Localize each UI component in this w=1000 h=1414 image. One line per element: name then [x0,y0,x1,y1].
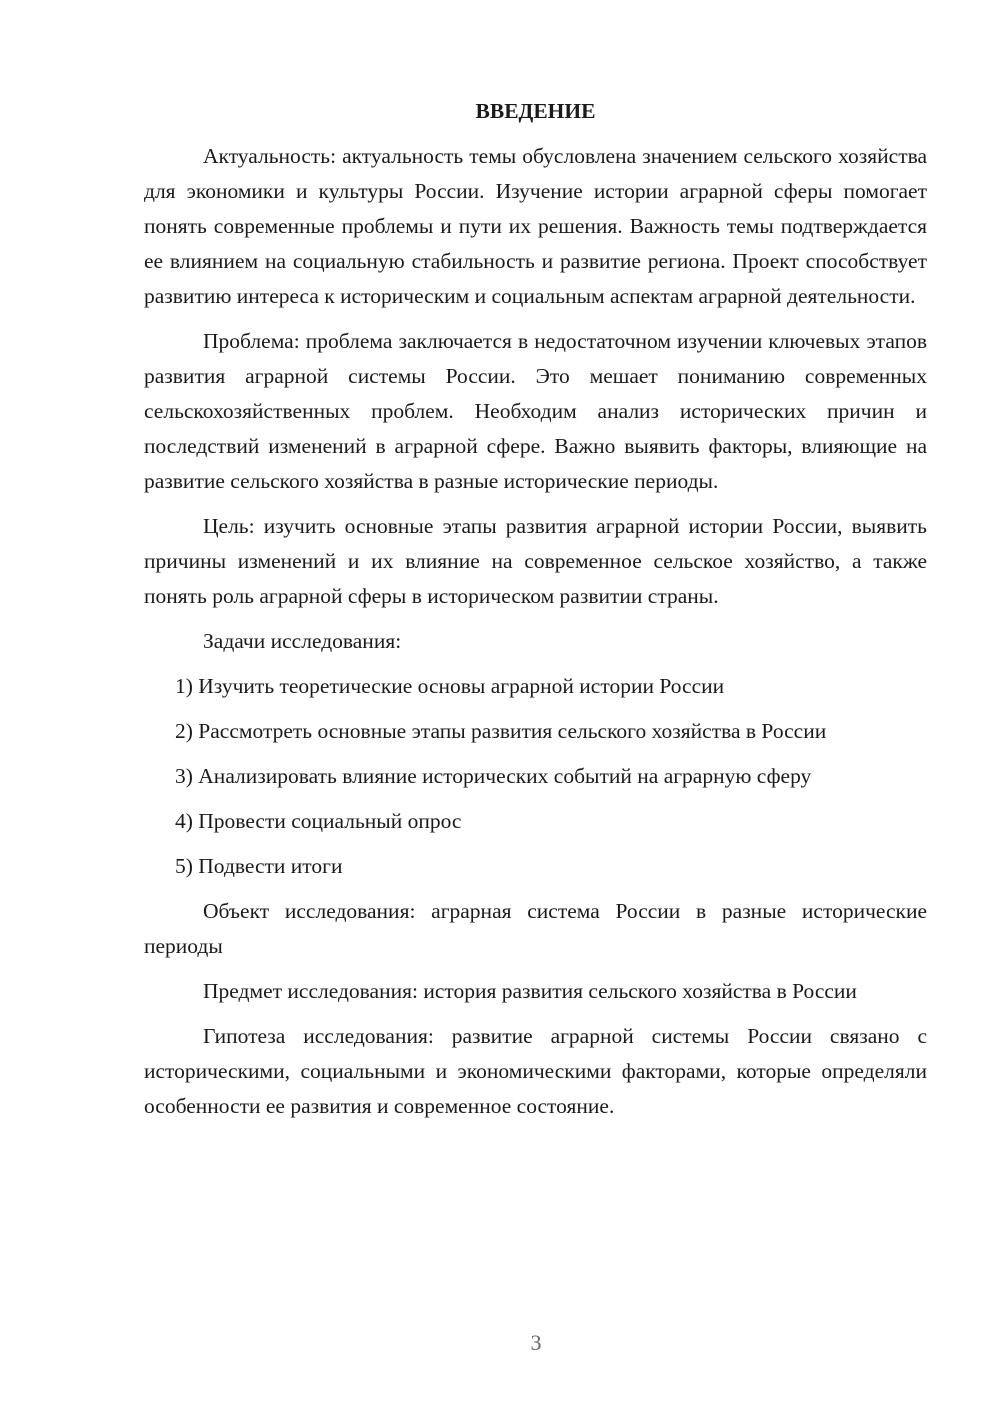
paragraph-hypothesis: Гипотеза исследования: развитие аграрной системы России связано с историческими, социальными и экономическими факторами, которые определяли особенности ее развития и современное состояние. [144,1024,927,1118]
page-number: 3 [530,1330,542,1355]
document-body [144,94,927,1134]
task-item-2: 2) Рассмотреть основные этапы развития сельского хозяйства в России [175,719,827,743]
paragraph-relevance: Актуальность: актуальность темы обусловлена значением сельского хозяйства для экономики и культуры России. Изучение истории аграрной сферы помогает понять современные проблемы и пути их решения. Важность темы подтверждается ее влиянием на социальную стабильность и развитие региона. Проект способствует развитию интереса к историческим и социальным аспектам аграрной деятельности. [144,144,927,308]
tasks-heading: Задачи исследования: [203,629,402,653]
task-item-1: 1) Изучить теоретические основы аграрной истории России [175,674,725,698]
paragraph-goal: Цель: изучить основные этапы развития аграрной истории России, выявить причины изменений и их влияние на современное сельское хозяйство, а также понять роль аграрной сферы в историческом развитии страны. [144,514,927,608]
task-item-4: 4) Провести социальный опрос [175,809,462,833]
paragraph-problem: Проблема: проблема заключается в недостаточном изучении ключевых этапов развития аграрной системы России. Это мешает пониманию современных сельскохозяйственных проблем. Необходим анализ исторических причин и последствий изменений в аграрной сфере. Важно выявить факторы, влияющие на развитие сельского хозяйства в разные исторические периоды. [144,329,927,493]
paragraph-subject: Предмет исследования: история развития сельского хозяйства в России [203,979,857,1003]
task-item-5: 5) Подвести итоги [175,854,343,878]
paragraph-object: Объект исследования: аграрная система России в разные исторические периоды [144,899,927,958]
page-title: ВВЕДЕНИЕ [475,99,596,123]
task-item-3: 3) Анализировать влияние исторических событий на аграрную сферу [175,764,812,788]
